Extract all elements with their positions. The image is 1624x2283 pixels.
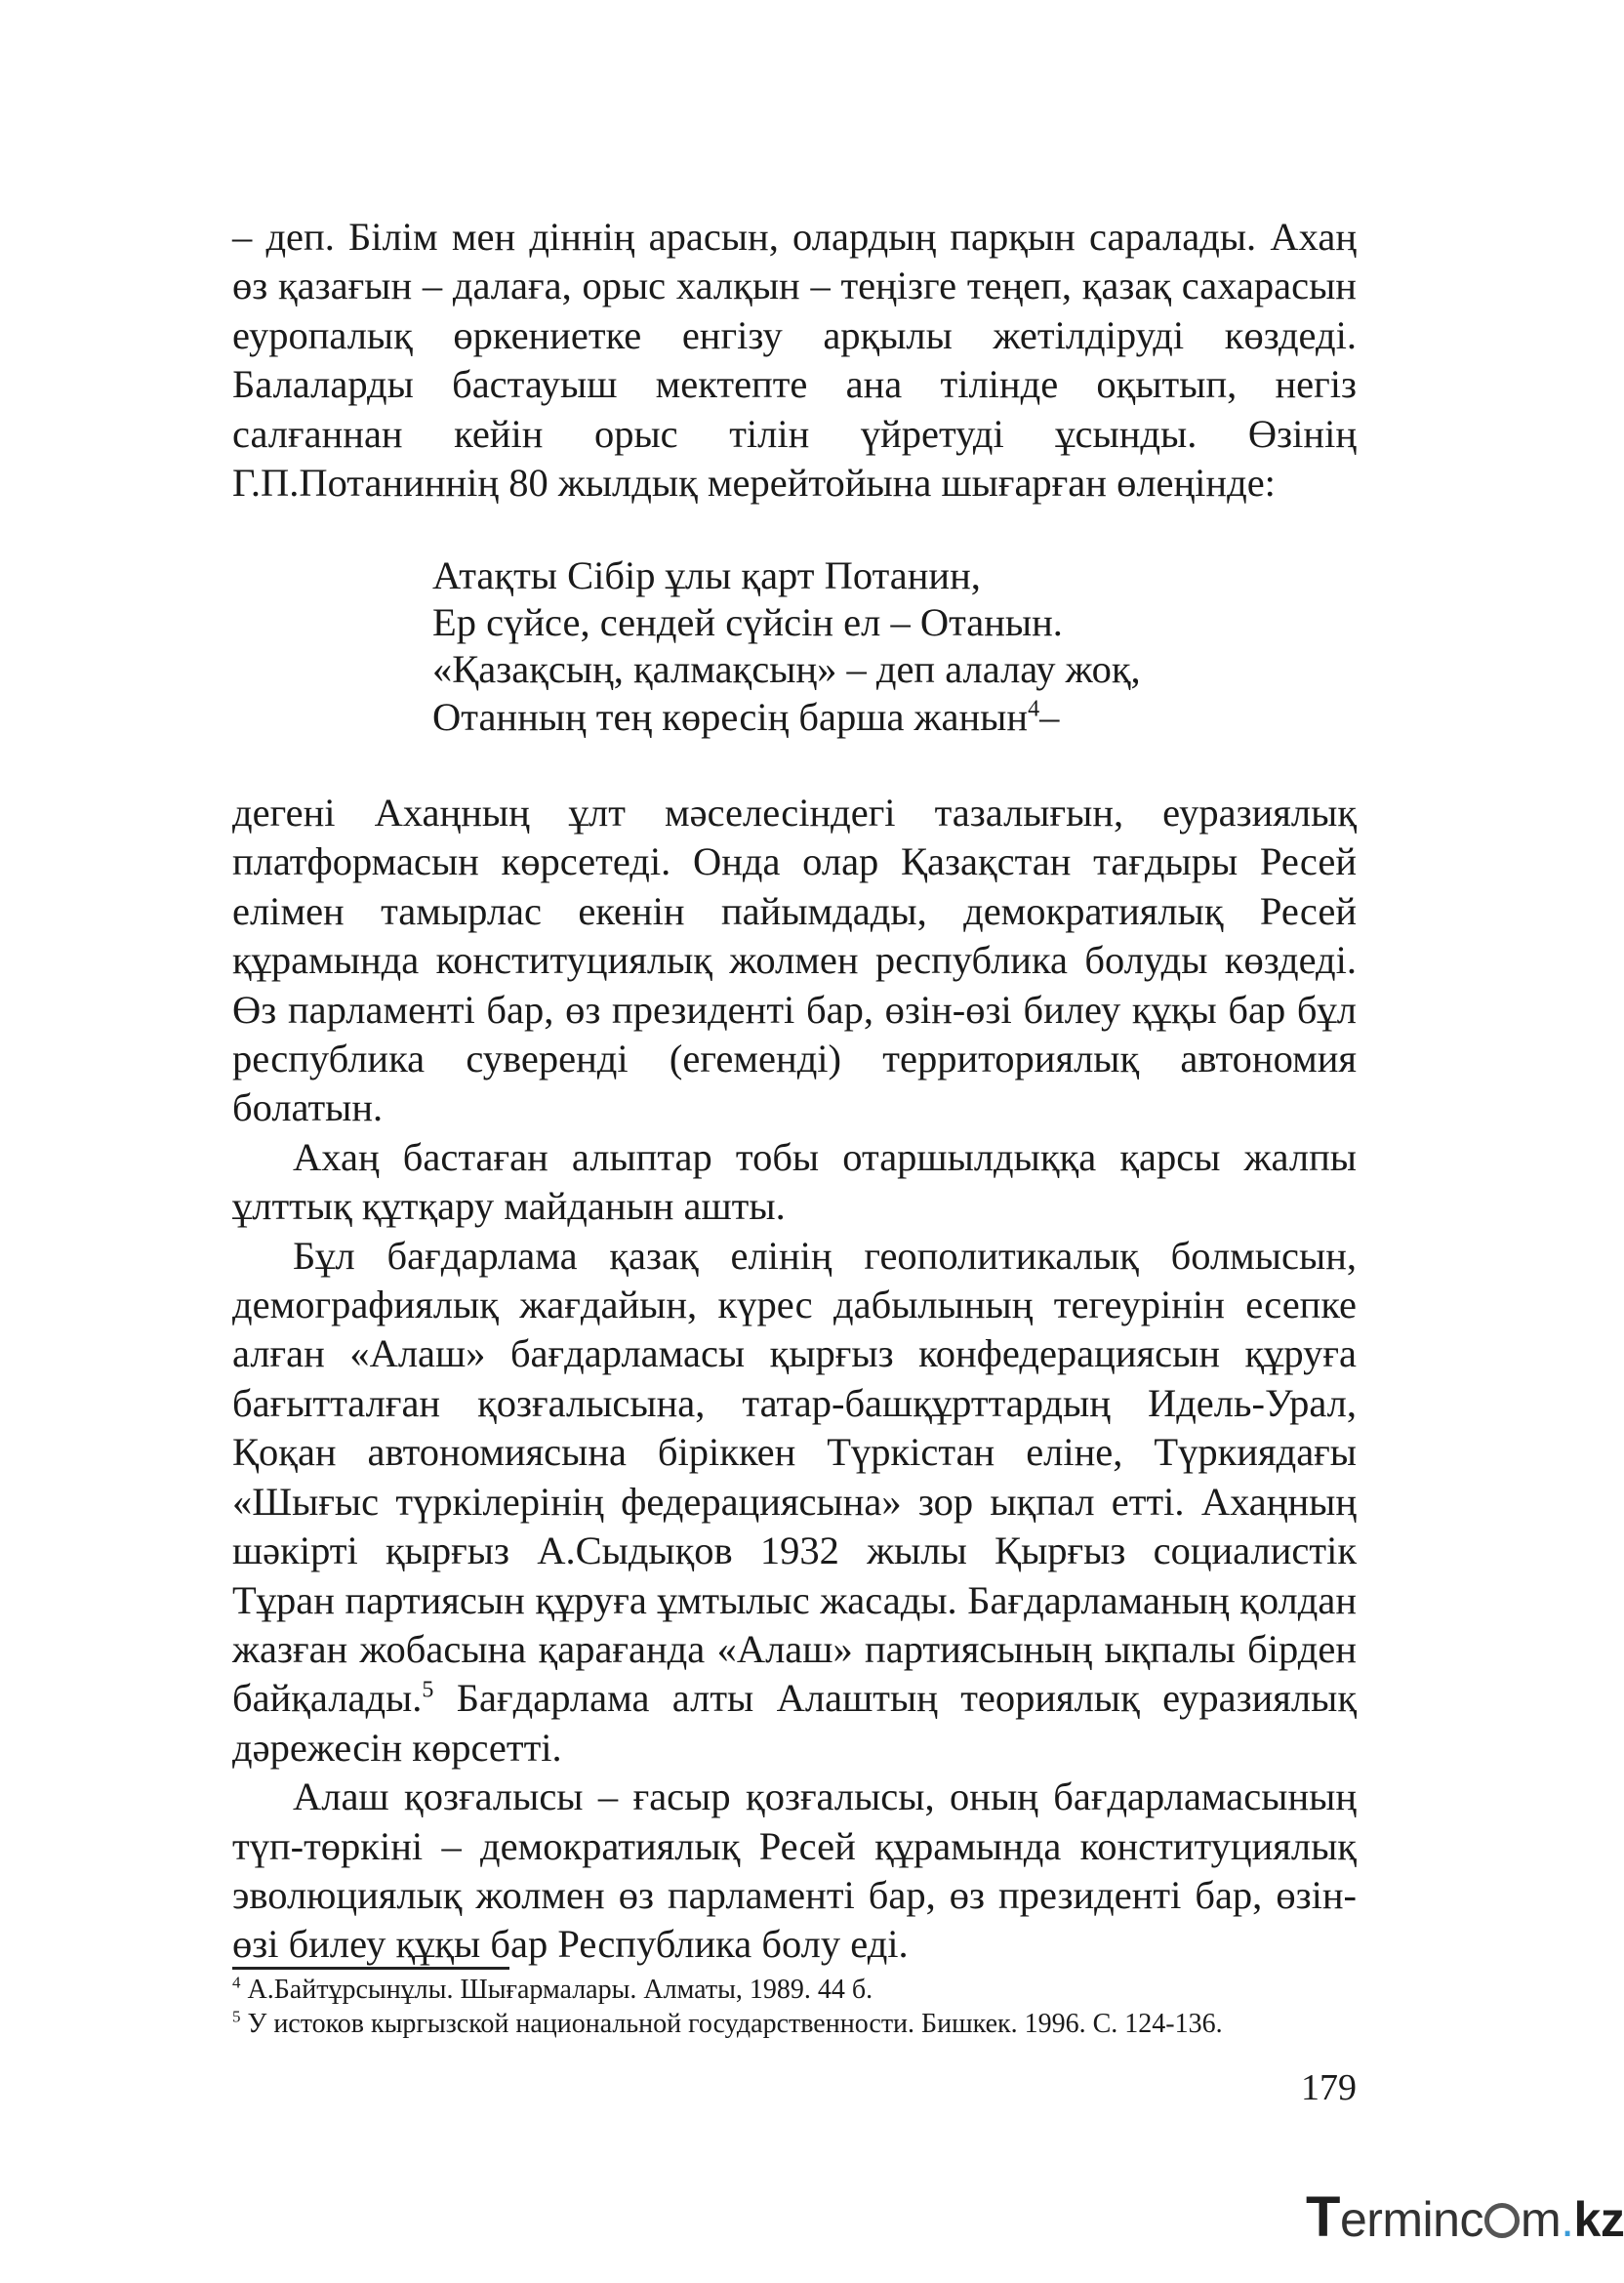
paragraph: дегені Ахаңның ұлт мәселесіндегі тазалығын, еуразиялық платформасын көрсетеді. Онда олар Қазақстан тағдыры Ресей елімен тамырлас екенін пайымдады, демократиялық Ресей құрамында конституциялық жолмен республика болуды көздеді. Өз парламенті бар, өз президенті бар, өзін-өзі билеу құқы бар бұл республика суверенді (егеменді) территориялық автономия болатын. [232, 791, 1357, 1130]
poem-line-text: Отанның тең көресің барша жанын [432, 694, 1029, 739]
footnotes [232, 1973, 1364, 2041]
paragraph-continuation: – деп. Білім мен діннің арасын, олардың парқын саралады. Ахаң өз қазағын – далаға, орыс халқын – теңізге теңеп, қазақ сахарасын еуропалық өркениетке енгізу арқылы жетілдіруді көздеді. Балаларды бастауыш мектепте ана тілінде оқытып, негіз салғаннан кейін орыс тілін үйретуді ұсынды. Өзінің Г.П.Потаниннің 80 жылдық мерейтойына шығарған өлеңінде: [232, 215, 1357, 506]
footnote-number: 5 [232, 2007, 241, 2026]
paragraph-text: Бұл бағдарлама қазақ елінің геополитикалық болмысын, демографиялық жағдайын, күрес дабылының тегеурінін есепке алған «Алаш» бағдарламасы қырғыз конфедерациясын құруға бағытталған қозғалысына, татар-башқұрттардың Идель-Урал, Қоқан автономиясына біріккен Түркістан еліне, Түркиядағы «Шығыс түркілерінің федерациясына» зор ықпал етті. Ахаңның шәкірті қырғыз А.Сыдықов 1932 жылы Қырғыз социалистік Тұран партиясын құруға ұмтылыс жасады. Бағдарламаның қолдан жазған жобасына қарағанда «Алаш» партиясының ықпалы бірден байқалады. [232, 1233, 1357, 1721]
paragraph [232, 1232, 1357, 1773]
body-text-main [232, 789, 1357, 1970]
footnote-ref-4: 4 [1028, 696, 1040, 722]
poem-line: «Қазақсың, қалмақсың» – деп алалау жоқ, [432, 647, 1141, 692]
footnote-text: А.Байтұрсынұлы. Шығармалары. Алматы, 1989. 44 б. [240, 1975, 873, 2005]
paragraph: Ахаң бастаған алыптар тобы отаршылдыққа қарсы жалпы ұлттық құтқару майданын ашты. [232, 1134, 1357, 1229]
footnote [232, 2007, 1364, 2041]
footnote-ref-5: 5 [422, 1677, 434, 1703]
footnote-separator [232, 1967, 509, 1970]
poem-quote [432, 552, 1141, 741]
watermark-text: ermin [1339, 2192, 1460, 2247]
watermark-o-ring-icon [1484, 2203, 1520, 2238]
paragraph: Алаш қозғалысы – ғасыр қозғалысы, оның бағдарламасының түп-төркіні – демократиялық Ресей құрамында конституциялық эволюциялық жолмен өз парламенті бар, өз президенті бар, өзін-өзі билеу құқы бар Республика болу еді. [232, 1774, 1357, 1967]
watermark-letter: T [1306, 2185, 1340, 2249]
paragraph-text: Бағдарлама алты Алаштың теориялық еуразиялық дәрежесін көрсетті. [232, 1676, 1357, 1770]
watermark-text: kz [1573, 2192, 1624, 2247]
page-number: 179 [1301, 2067, 1357, 2108]
poem-line: Ер сүйсе, сендей сүйсін ел – Отанын. [432, 600, 1063, 645]
watermark-text: m [1520, 2192, 1562, 2247]
footnote [232, 1973, 1364, 2007]
body-text-top [232, 213, 1357, 508]
footnote-text: У истоков кыргызской национальной государственности. Бишкек. 1996. С. 124-136. [240, 2009, 1223, 2039]
termincom-watermark-logo [1306, 2185, 1624, 2249]
footnote-number: 4 [232, 1973, 241, 1992]
watermark-dot: . [1561, 2192, 1574, 2247]
watermark-text: c [1459, 2192, 1483, 2247]
poem-line-last [432, 694, 1141, 741]
poem-dash: – [1039, 694, 1060, 739]
poem-line: Атақты Сібір ұлы қарт Потанин, [432, 553, 981, 597]
